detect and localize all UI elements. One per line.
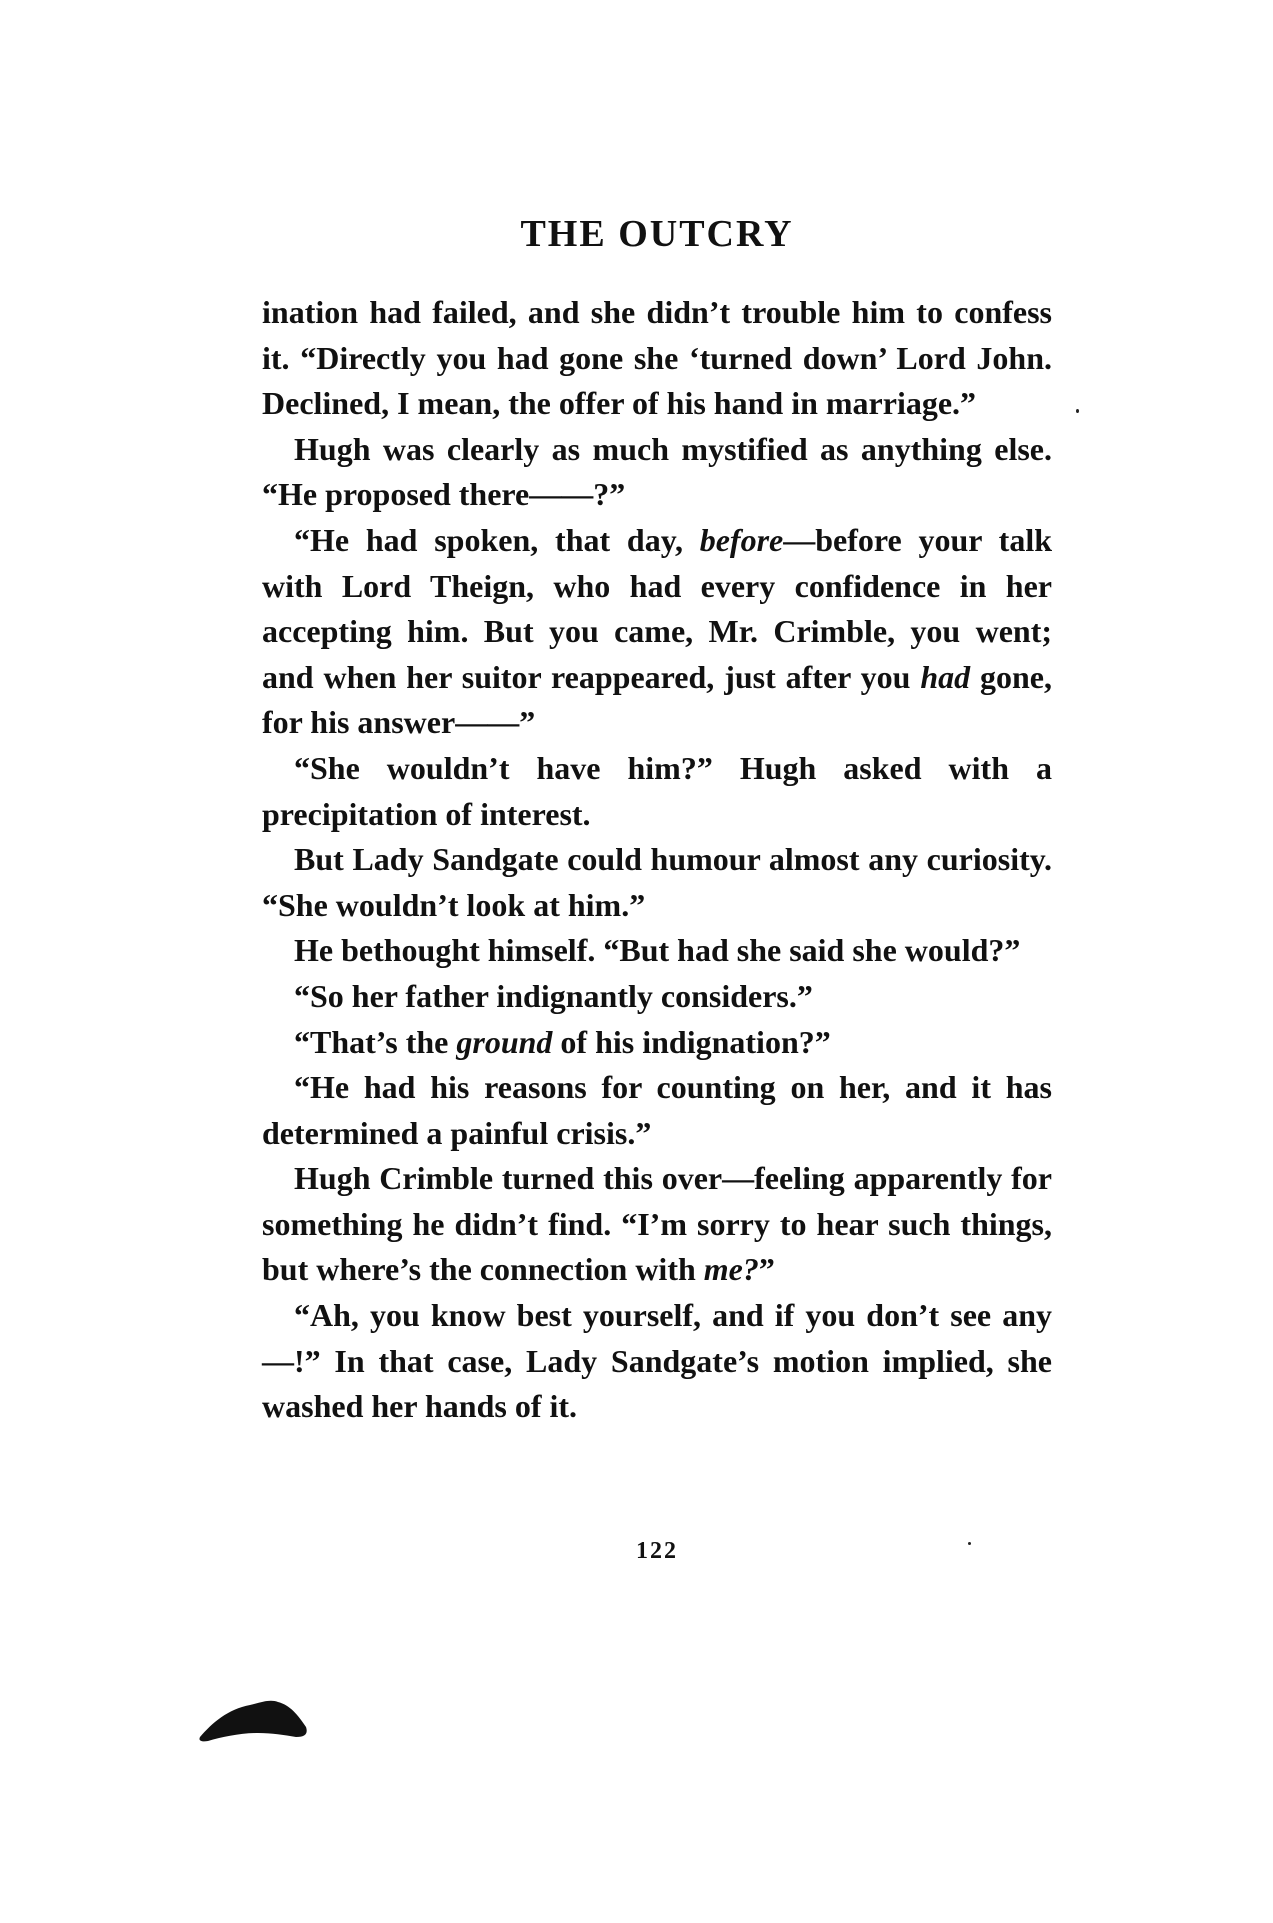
text-run: ” xyxy=(758,1251,775,1288)
text-run: Hugh was clearly as much mystified as anything else. “He proposed there——?” xyxy=(262,430,1052,513)
running-head: THE OUTCRY xyxy=(520,213,794,255)
text-run: He bethought himself. “But had she said she would?” xyxy=(294,932,1021,969)
paragraph xyxy=(262,290,1052,427)
text-run: “Ah, you know best yourself, and if you don’t see any—!” In that case, Lady Sandgate’s motion implied, she washed her hands of it. xyxy=(262,1297,1052,1425)
paragraph xyxy=(262,1293,1052,1430)
paragraph xyxy=(262,746,1052,837)
text-run: “She wouldn’t have him?” Hugh asked with a precipitation of interest. xyxy=(262,749,1052,832)
paragraph xyxy=(262,974,1052,1020)
paragraph xyxy=(262,928,1052,974)
italic-text: ground xyxy=(456,1023,553,1060)
ink-blot xyxy=(198,1693,310,1743)
body-text xyxy=(262,290,1052,1430)
paragraph xyxy=(262,1156,1052,1293)
text-run: —before your talk with Lord Theign, who had every confidence in her accepting him. But you came, Mr. Crimble, you went; and when her suitor reappeared, just after you xyxy=(262,521,1052,695)
text-run: Hugh Crimble turned this over—feeling apparently for something he didn’t find. “I’m sorry to hear such things, but where’s the connection with xyxy=(262,1160,1052,1288)
italic-text: me? xyxy=(703,1251,759,1288)
text-run: gone, for his answer——” xyxy=(262,658,1053,741)
paragraph xyxy=(262,427,1052,518)
page-number: 122 xyxy=(636,1538,678,1564)
text-run: “He had his reasons for counting on her, and it has determined a painful crisis.” xyxy=(262,1069,1052,1151)
italic-text: before xyxy=(699,521,784,558)
text-run: “So her father indignantly considers.” xyxy=(294,977,813,1014)
paragraph xyxy=(262,518,1052,746)
text-run: But Lady Sandgate could humour almost any curiosity. “She wouldn’t look at him.” xyxy=(262,841,1052,923)
italic-text: had xyxy=(920,658,971,695)
text-run: “He had spoken, that day, xyxy=(294,521,700,558)
paragraph xyxy=(262,1020,1052,1066)
text-run: “That’s the xyxy=(294,1023,457,1060)
ink-speck xyxy=(968,1542,971,1545)
ink-speck xyxy=(1076,409,1079,413)
text-run: ination had failed, and she didn’t trouble him to confess it. “Directly you had gone she ‘turned down’ Lord John. Declined, I mean, the offer of his hand in marriage.” xyxy=(262,294,1052,422)
paragraph xyxy=(262,837,1052,928)
paragraph xyxy=(262,1065,1052,1156)
text-run: of his indignation?” xyxy=(552,1023,831,1060)
